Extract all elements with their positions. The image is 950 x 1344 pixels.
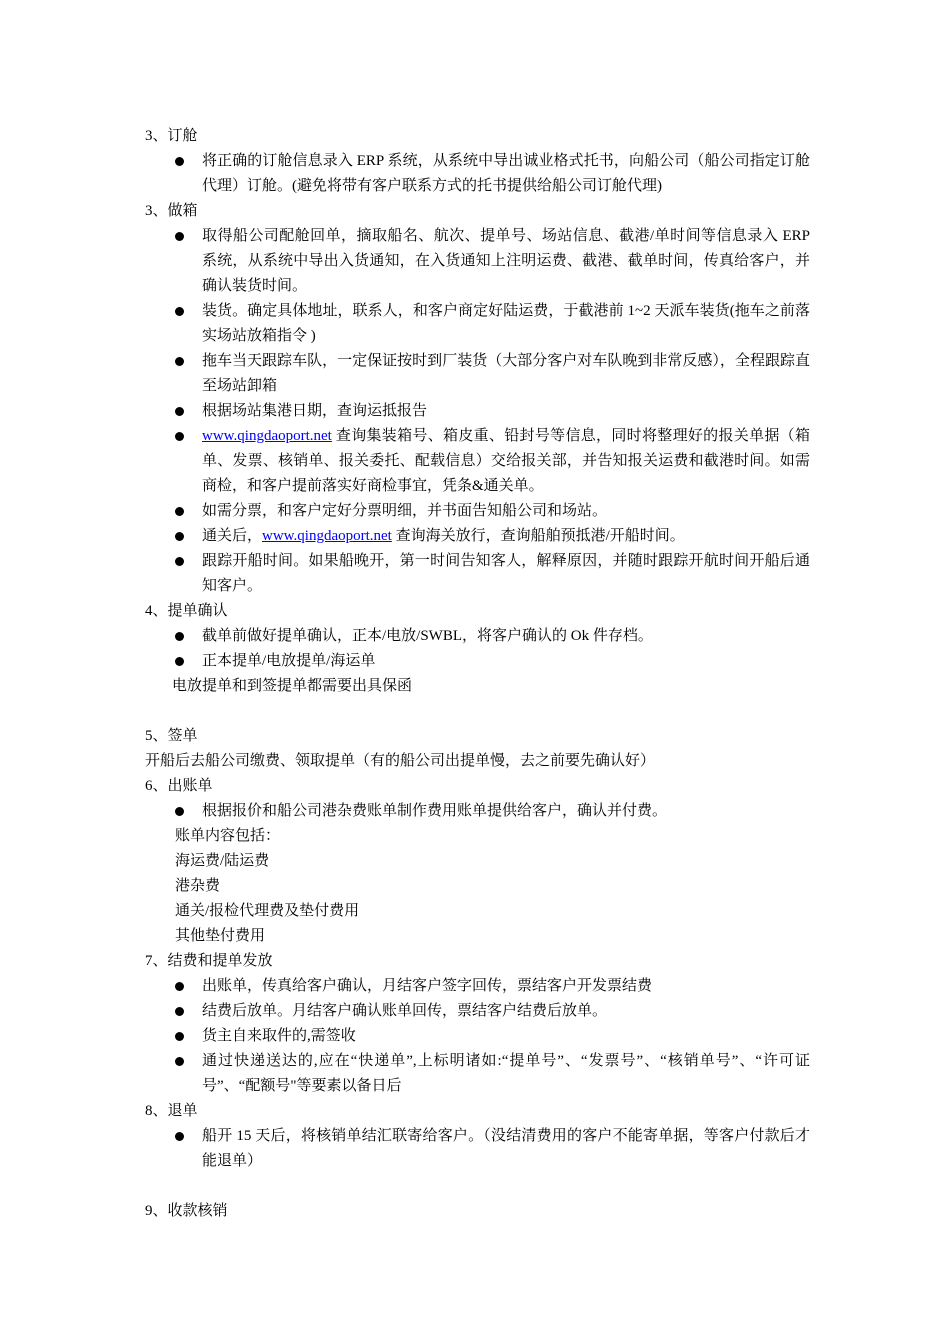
list-item: 货主自来取件的,需签收 (145, 1024, 810, 1049)
section-heading-billing: 6、出账单 (145, 778, 213, 794)
bullet-icon (175, 357, 184, 366)
list-item: 结费后放单。月结客户确认账单回传，票结客户结费后放单。 (145, 999, 810, 1024)
bullet-icon (175, 507, 184, 516)
section-heading-signing: 5、签单 (145, 728, 198, 744)
bullet-icon (175, 1057, 184, 1066)
bullet-icon (175, 157, 184, 166)
bullet-icon (175, 432, 184, 441)
note-text: 电放提单和到签提单都需要出具保函 (172, 678, 413, 694)
paragraph: 开船后去船公司缴费、领取提单（有的船公司出提单慢，去之前要先确认好） (145, 753, 656, 769)
bullet-icon (175, 807, 184, 816)
section-heading-bl-confirm: 4、提单确认 (145, 603, 228, 619)
bill-line: 其他垫付费用 (175, 928, 266, 944)
list-item: www.qingdaoport.net 查询集装箱号、箱皮重、铅封号等信息，同时将整理好的报关单据（箱单、发票、核销单、报关委托、配载信息）交给报关部，并告知报关运费和截港时间。如需商检，和客户提前落实好商检事宜，凭条&通关单。 (145, 424, 810, 499)
section-heading-packing: 3、做箱 (145, 203, 198, 219)
list-item: 根据报价和船公司港杂费账单制作费用账单提供给客户，确认并付费。 (145, 799, 810, 824)
bullet-icon (175, 407, 184, 416)
section-heading-settlement: 7、结费和提单发放 (145, 953, 273, 969)
section-heading-collection: 9、收款核销 (145, 1203, 228, 1219)
bullet-icon (175, 307, 184, 316)
bullet-icon (175, 1132, 184, 1141)
list-item: 截单前做好提单确认，正本/电放/SWBL，将客户确认的 Ok 件存档。 (145, 624, 810, 649)
list-item: 通过快递送达的,应在“快递单”,上标明诸如:“提单号”、“发票号”、“核销单号”、“许可证号”、“配额号"等要素以备日后 (145, 1049, 810, 1099)
list-item: 通关后，www.qingdaoport.net 查询海关放行，查询船舶预抵港/开船时间。 (145, 524, 810, 549)
bullet-icon (175, 632, 184, 641)
bill-line: 港杂费 (175, 878, 221, 894)
list-item: 正本提单/电放提单/海运单 (145, 649, 810, 674)
bill-line: 通关/报检代理费及垫付费用 (175, 903, 360, 919)
list-item: 出账单，传真给客户确认，月结客户签字回传，票结客户开发票结费 (145, 974, 810, 999)
section-heading-return: 8、退单 (145, 1103, 198, 1119)
spacer (145, 1174, 810, 1199)
list-item: 跟踪开船时间。如果船晚开，第一时间告知客人，解释原因，并随时跟踪开航时间开船后通知客户。 (145, 549, 810, 599)
list-item: 根据场站集港日期，查询运抵报告 (145, 399, 810, 424)
qingdaoport-link[interactable]: www.qingdaoport.net (202, 428, 332, 444)
list-item: 如需分票，和客户定好分票明细，并书面告知船公司和场站。 (145, 499, 810, 524)
bill-line: 海运费/陆运费 (175, 853, 270, 869)
list-item: 拖车当天跟踪车队，一定保证按时到厂装货（大部分客户对车队晚到非常反感），全程跟踪直至场站卸箱 (145, 349, 810, 399)
list-item: 取得船公司配舱回单，摘取船名、航次、提单号、场站信息、截港/单时间等信息录入 ERP 系统，从系统中导出入货通知，在入货通知上注明运费、截港、截单时间，传真给客户，并确认装货时间。 (145, 224, 810, 299)
bullet-icon (175, 982, 184, 991)
bullet-icon (175, 557, 184, 566)
bill-line: 账单内容包括： (175, 828, 281, 844)
bullet-icon (175, 232, 184, 241)
list-item: 船开 15 天后，将核销单结汇联寄给客户。（没结清费用的客户不能寄单据，等客户付款后才能退单） (145, 1124, 810, 1174)
document-body (145, 124, 810, 1224)
qingdaoport-link[interactable]: www.qingdaoport.net (262, 528, 392, 544)
bullet-icon (175, 1007, 184, 1016)
bullet-icon (175, 1032, 184, 1041)
spacer (145, 699, 810, 724)
list-item: 装货。确定具体地址，联系人，和客户商定好陆运费，于截港前 1~2 天派车装货(拖车之前落实场站放箱指令 ) (145, 299, 810, 349)
bullet-icon (175, 657, 184, 666)
list-item: 将正确的订舱信息录入 ERP 系统，从系统中导出诚业格式托书，向船公司（船公司指定订舱代理）订舱。(避免将带有客户联系方式的托书提供给船公司订舱代理) (145, 149, 810, 199)
section-heading-booking: 3、订舱 (145, 128, 198, 144)
bullet-icon (175, 532, 184, 541)
